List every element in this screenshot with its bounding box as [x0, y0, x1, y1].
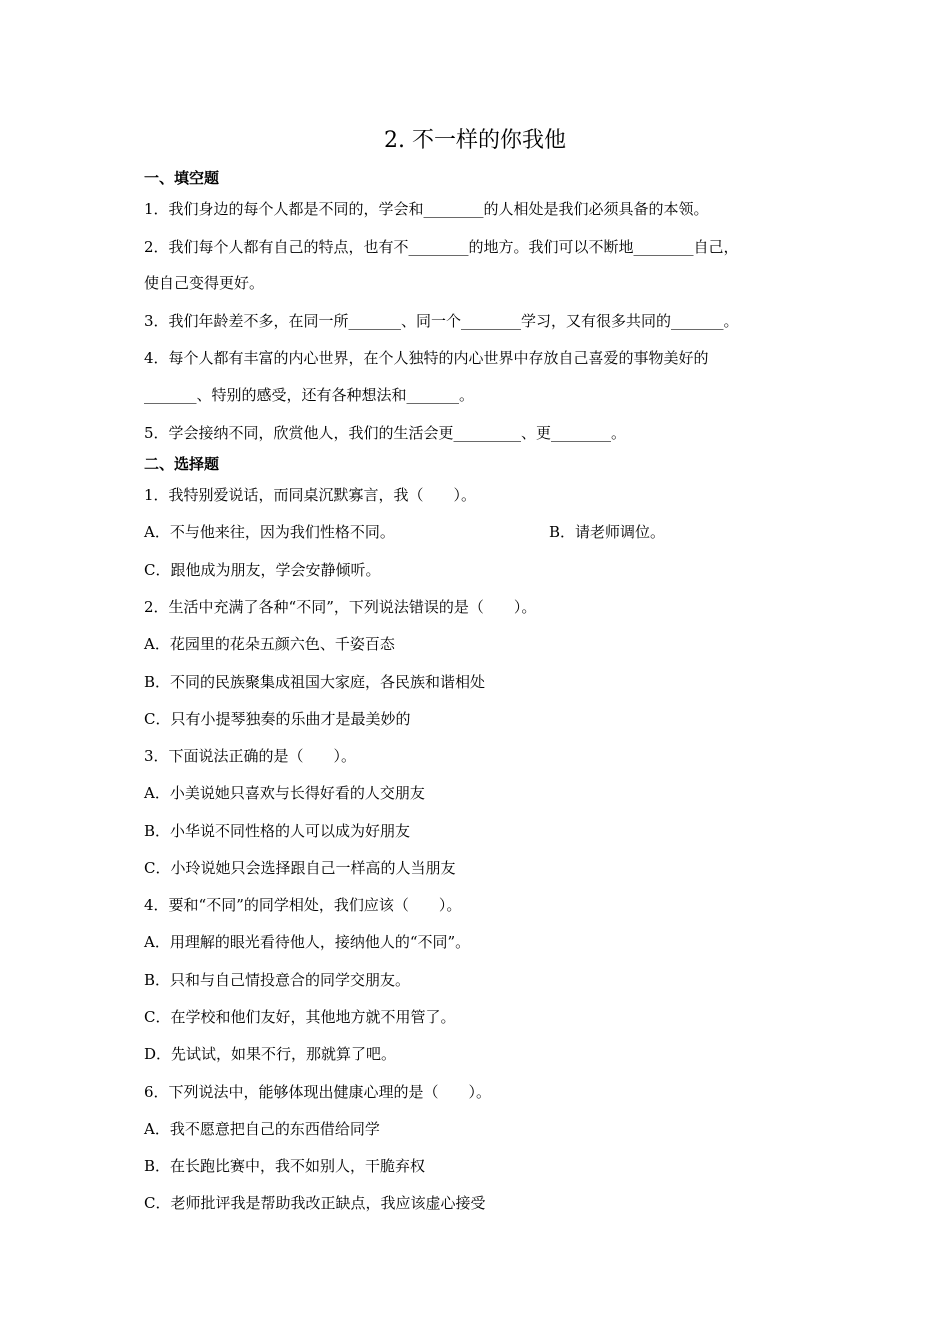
choice-option: A．我不愿意把自己的东西借给同学: [144, 1120, 380, 1138]
fill-blank-line: 5．学会接纳不同，欣赏他人，我们的生活会更_________、更________。: [144, 424, 627, 442]
choice-option: C．在学校和他们友好，其他地方就不用管了。: [144, 1008, 456, 1026]
question-stem: 2．生活中充满了各种“不同”，下列说法错误的是（ ）。: [144, 598, 537, 616]
choice-option: A．小美说她只喜欢与长得好看的人交朋友: [144, 784, 425, 802]
fill-blank-line: 3．我们年龄差不多，在同一所_______、同一个________学习，又有很多共同的_______。: [144, 312, 739, 330]
choice-option: C．只有小提琴独奏的乐曲才是最美妙的: [144, 710, 411, 728]
choice-option: B．小华说不同性格的人可以成为好朋友: [144, 822, 411, 840]
choice-option: B．在长跑比赛中，我不如别人，干脆弃权: [144, 1157, 426, 1175]
section-heading-fill-blank: 一、填空题: [144, 169, 220, 187]
fill-blank-line: _______、特别的感受，还有各种想法和_______。: [144, 386, 475, 404]
fill-blank-line: 4．每个人都有丰富的内心世界，在个人独特的内心世界中存放自己喜爱的事物美好的: [144, 349, 709, 367]
choice-option: B．请老师调位。: [549, 523, 666, 541]
question-stem: 3．下面说法正确的是（ ）。: [144, 747, 357, 765]
fill-blank-line: 2．我们每个人都有自己的特点，也有不________的地方。我们可以不断地________自己，: [144, 238, 739, 256]
question-stem: 4．要和“不同”的同学相处，我们应该（ ）。: [144, 896, 462, 914]
choice-option: B．不同的民族聚集成祖国大家庭，各民族和谐相处: [144, 673, 486, 691]
choice-option: C．跟他成为朋友，学会安静倾听。: [144, 561, 381, 579]
fill-blank-line: 使自己变得更好。: [144, 274, 265, 292]
choice-option: C．老师批评我是帮助我改正缺点，我应该虚心接受: [144, 1194, 486, 1212]
question-stem: 1．我特别爱说话，而同桌沉默寡言，我（ ）。: [144, 486, 477, 504]
choice-option: A．用理解的眼光看待他人，接纳他人的“不同”。: [144, 933, 471, 951]
fill-blank-line: 1．我们身边的每个人都是不同的，学会和________的人相处是我们必须具备的本领。: [144, 200, 709, 218]
section-heading-multiple-choice: 二、选择题: [144, 455, 220, 473]
choice-option: A．花园里的花朵五颜六色、千姿百态: [144, 635, 395, 653]
choice-option: C．小玲说她只会选择跟自己一样高的人当朋友: [144, 859, 456, 877]
choice-option: D．先试试，如果不行，那就算了吧。: [144, 1045, 397, 1063]
choice-option: B．只和与自己情投意合的同学交朋友。: [144, 971, 411, 989]
page-title: 2. 不一样的你我他: [384, 128, 566, 153]
choice-option: A．不与他来往，因为我们性格不同。: [144, 523, 395, 541]
question-stem: 6．下列说法中，能够体现出健康心理的是（ ）。: [144, 1083, 492, 1101]
